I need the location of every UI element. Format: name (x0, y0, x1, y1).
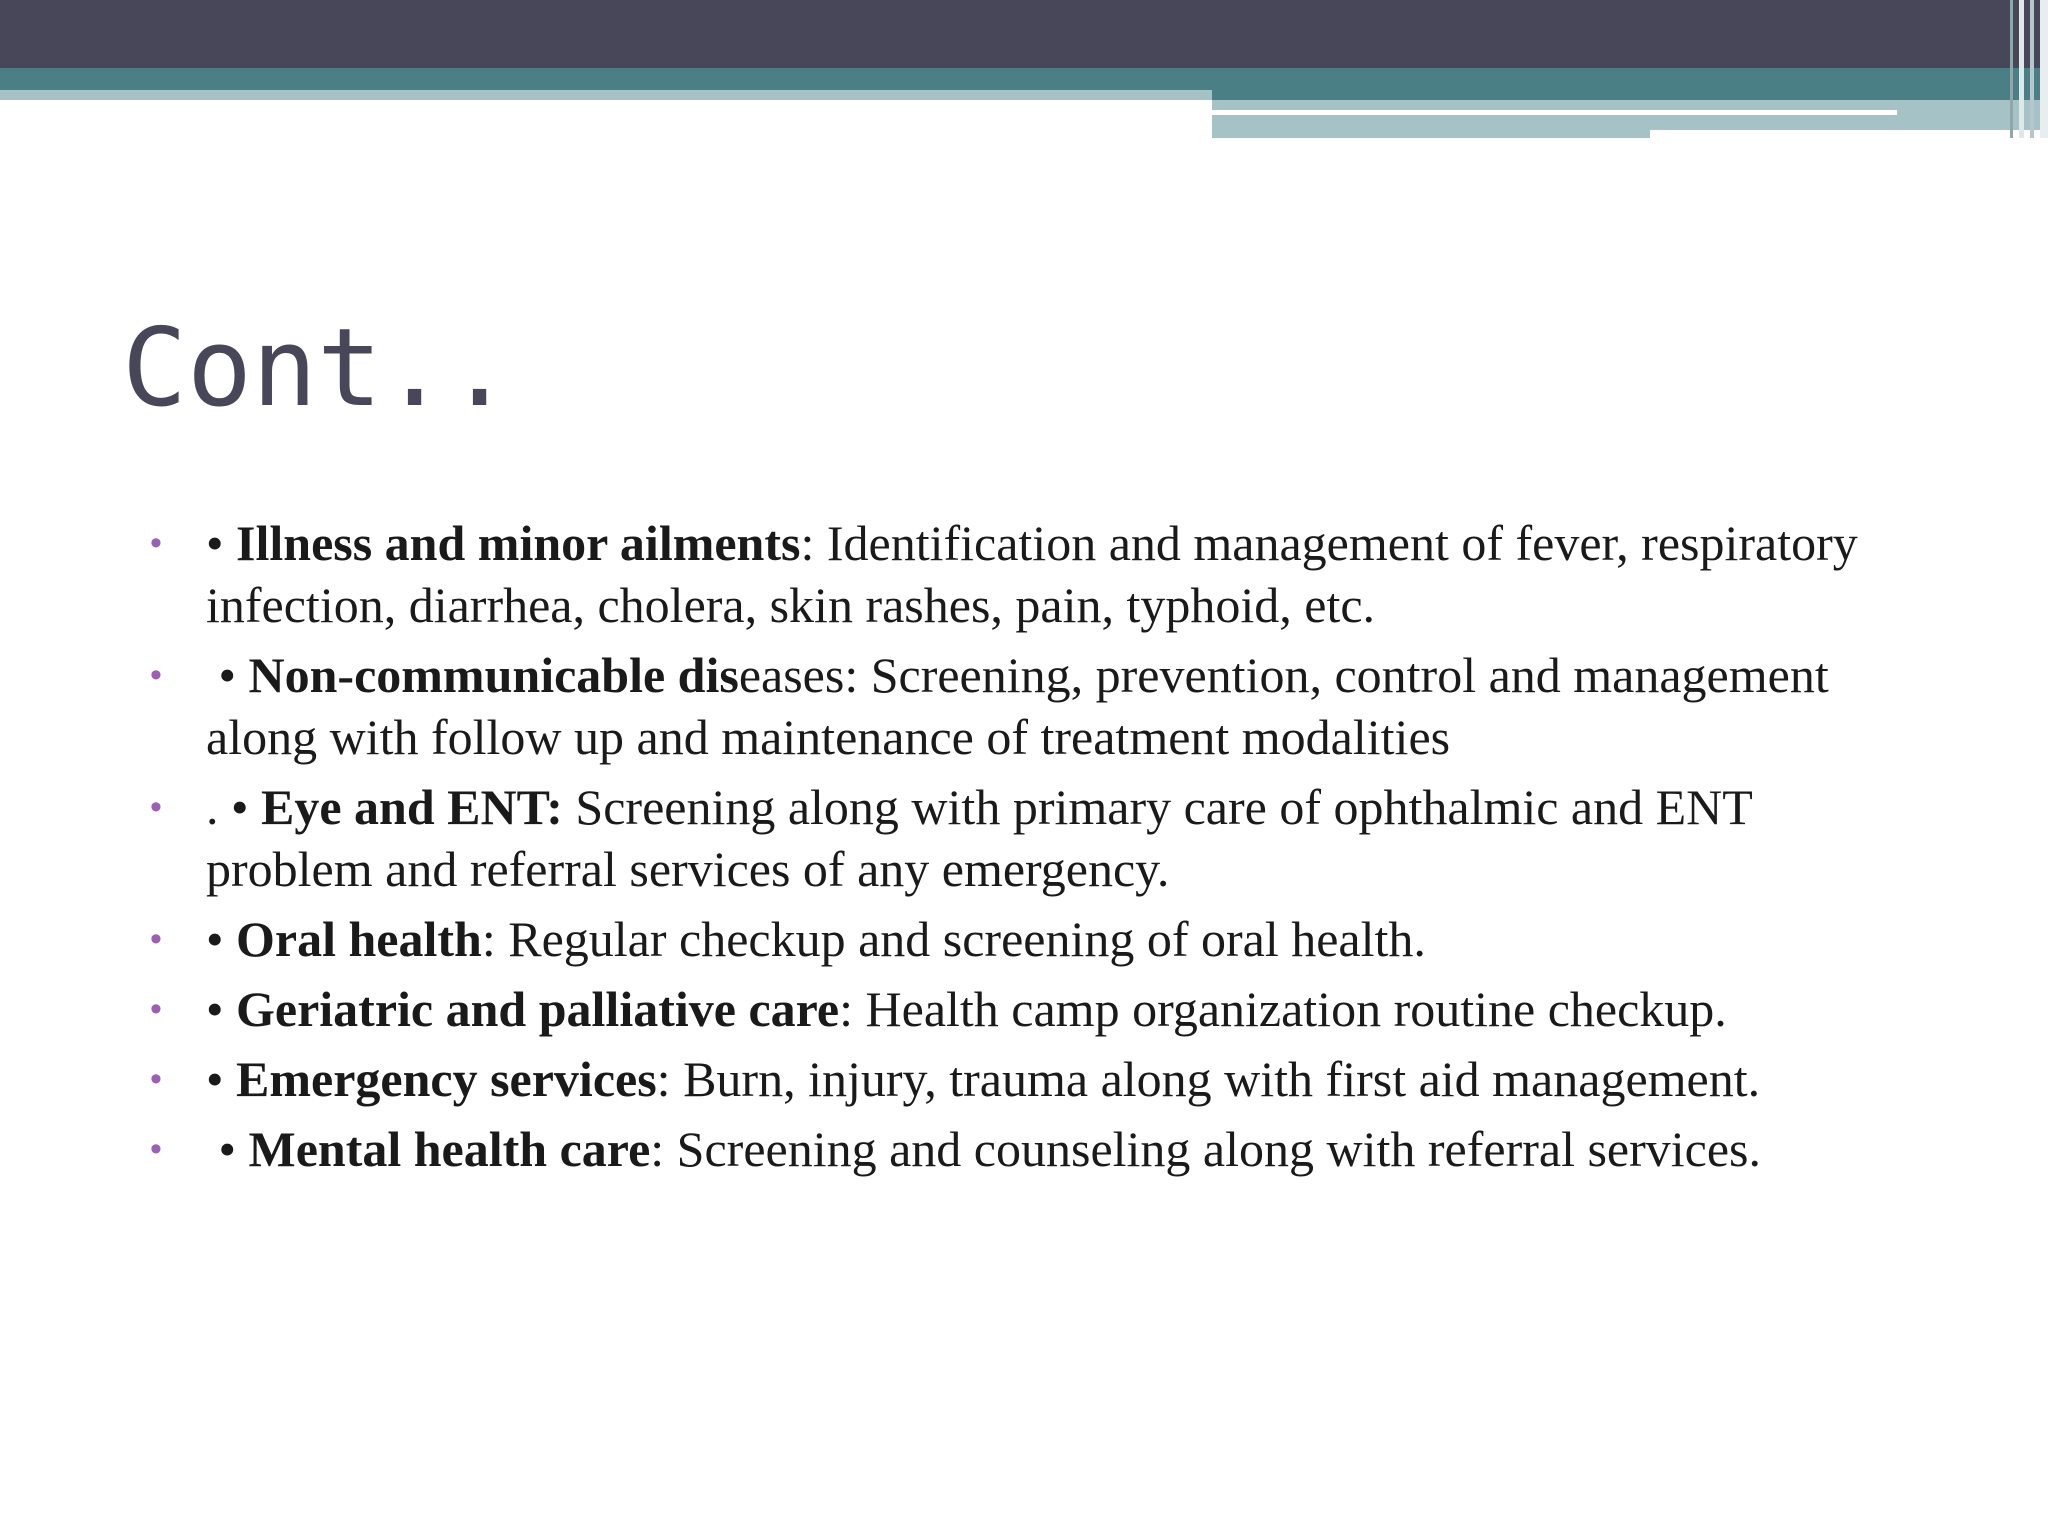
bullet-marker: • (150, 656, 162, 694)
item-text: : Identification and management of fever, respiratory infection, diarrhea, cholera, skin rashes, pain, typhoid, etc. (206, 515, 1858, 633)
item-lead: • (206, 1051, 237, 1107)
item-lead: • (206, 911, 237, 967)
header-band-dark (0, 0, 2048, 68)
bullet-marker: • (150, 788, 162, 826)
list-item (150, 512, 1930, 636)
item-lead: • (206, 647, 249, 703)
item-lead: • (206, 515, 237, 571)
list-item (150, 644, 1930, 768)
bullet-marker: • (150, 1060, 162, 1098)
item-heading: Geriatric and palliative care (236, 981, 840, 1037)
header-edge-stripes (1988, 0, 2048, 138)
item-text: : Regular checkup and screening of oral health. (481, 911, 1426, 967)
item-heading: Oral health (236, 911, 482, 967)
item-text: : Burn, injury, trauma along with first aid management. (656, 1051, 1761, 1107)
list-item (150, 1048, 1930, 1110)
item-heading: Illness and minor ailments (236, 515, 801, 571)
item-lead: • (206, 1121, 249, 1177)
item-text: eases: Screening, prevention, control and management along with follow up and maintenance of treatment modalities (206, 647, 1829, 765)
header-white-line (1212, 110, 1897, 115)
list-item (150, 1118, 1930, 1180)
bullet-list (150, 512, 1930, 1188)
item-lead: • (206, 981, 237, 1037)
header-band-teal-right (1212, 90, 2048, 100)
header-band-teal (0, 68, 2048, 90)
bullet-marker: • (150, 524, 162, 562)
item-text: Screening along with primary care of ophthalmic and ENT problem and referral services of any emergency. (206, 779, 1752, 897)
header-band-light-left (0, 90, 1212, 100)
bullet-marker: • (150, 920, 162, 958)
item-lead: . • (206, 779, 262, 835)
item-text: : Health camp organization routine checkup. (839, 981, 1727, 1037)
item-heading: Eye and ENT: (261, 779, 563, 835)
slide-title: Cont.. (122, 306, 513, 431)
list-item (150, 908, 1930, 970)
item-heading: Mental health care (248, 1121, 651, 1177)
item-heading: Emergency services (236, 1051, 657, 1107)
list-item (150, 978, 1930, 1040)
bullet-marker: • (150, 1130, 162, 1168)
item-text: : Screening and counseling along with referral services. (650, 1121, 1761, 1177)
list-item (150, 776, 1930, 900)
bullet-marker: • (150, 990, 162, 1028)
item-heading: Non-communicable dis (248, 647, 739, 703)
